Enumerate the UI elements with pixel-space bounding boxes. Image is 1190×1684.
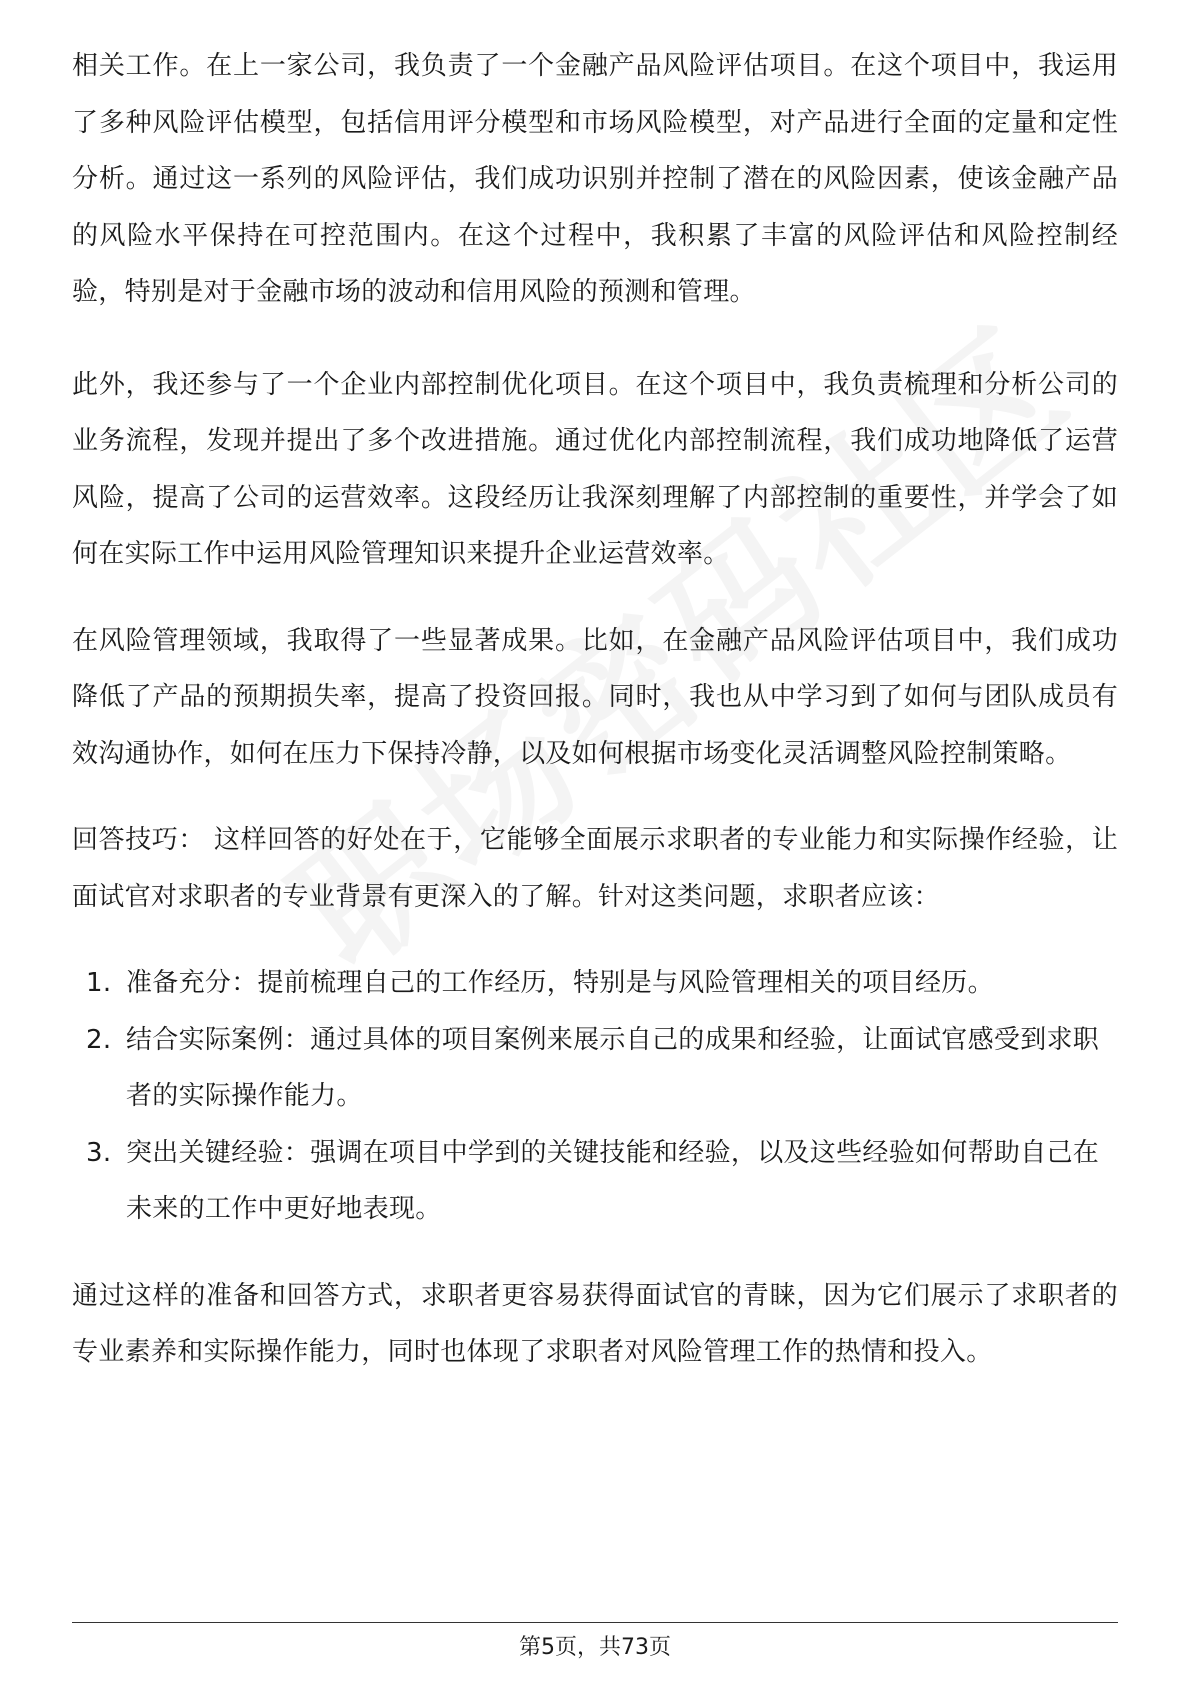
list-item-text: 结合实际案例：通过具体的项目案例来展示自己的成果和经验，让面试官感受到求职者的实际操作能力。 (126, 1024, 1100, 1111)
list-item-text: 准备充分：提前梳理自己的工作经历，特别是与风险管理相关的项目经历。 (126, 968, 994, 998)
paragraph-2: 此外，我还参与了一个企业内部控制优化项目。在这个项目中，我负责梳理和分析公司的业务流程，发现并提出了多个改进措施。通过优化内部控制流程，我们成功地降低了运营风险，提高了公司的运营效率。这段经历让我深刻理解了内部控制的重要性，并学会了如何在实际工作中运用风险管理知识来提升企业运营效率。 (72, 369, 1118, 569)
tips-list (72, 955, 1118, 1238)
list-item (72, 955, 1118, 1012)
paragraph-1: 相关工作。在上一家公司，我负责了一个金融产品风险评估项目。在这个项目中，我运用了多种风险评估模型，包括信用评分模型和市场风险模型，对产品进行全面的定量和定性分析。通过这一系列的风险评估，我们成功识别并控制了潜在的风险因素，使该金融产品的风险水平保持在可控范围内。在这个过程中，我积累了丰富的风险评估和风险控制经验，特别是对于金融市场的波动和信用风险的预测和管理。 (72, 51, 1118, 307)
page-number: 第5页，共73页 (519, 1635, 671, 1660)
list-item (72, 1125, 1118, 1238)
list-number: 2. (86, 1024, 112, 1055)
list-number: 3. (86, 1137, 112, 1168)
answer-tips-intro: 回答技巧： 这样回答的好处在于，它能够全面展示求职者的专业能力和实际操作经验，让面试官对求职者的专业背景有更深入的了解。针对这类问题，求职者应该： (72, 825, 1118, 912)
list-number: 1. (86, 968, 112, 998)
paragraph-3: 在风险管理领域，我取得了一些显著成果。比如，在金融产品风险评估项目中，我们成功降低了产品的预期损失率，提高了投资回报。同时，我也从中学习到了如何与团队成员有效沟通协作，如何在压力下保持冷静，以及如何根据市场变化灵活调整风险控制策略。 (72, 625, 1118, 769)
footer-divider (72, 1622, 1118, 1623)
list-item (72, 1012, 1118, 1125)
paragraph-conclusion: 通过这样的准备和回答方式，求职者更容易获得面试官的青睐，因为它们展示了求职者的专业素养和实际操作能力，同时也体现了求职者对风险管理工作的热情和投入。 (72, 1280, 1118, 1367)
list-item-text: 突出关键经验：强调在项目中学到的关键技能和经验，以及这些经验如何帮助自己在未来的工作中更好地表现。 (126, 1137, 1100, 1224)
document-body (72, 38, 1118, 1381)
